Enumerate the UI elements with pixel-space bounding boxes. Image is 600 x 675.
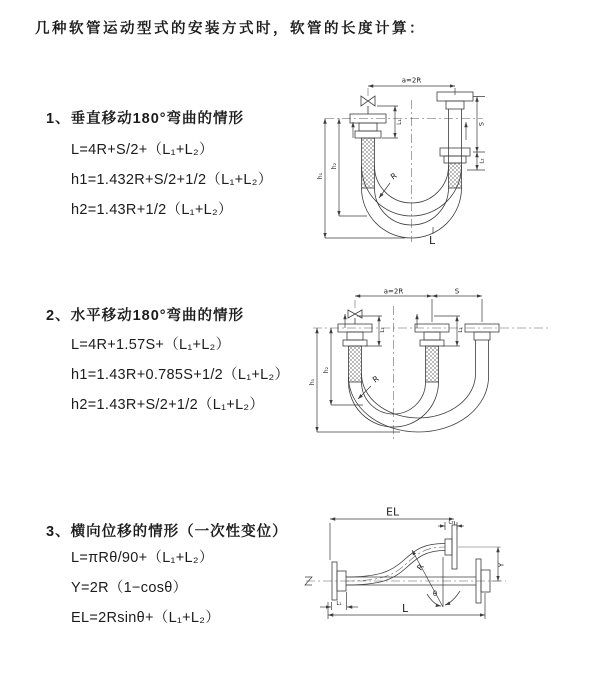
section-2-heading: 2、水平移动180°弯曲的情形 bbox=[46, 308, 245, 324]
middle-flange bbox=[415, 324, 449, 346]
diagram-vertical-180-bend bbox=[305, 70, 595, 255]
middle-hose-braid bbox=[426, 346, 439, 382]
dim-label-l2: L₂ bbox=[458, 327, 464, 333]
displaced-flange bbox=[445, 525, 457, 569]
dim-label-l: L bbox=[429, 234, 436, 247]
page-title: 几种软管运动型式的安装方式时，软管的长度计算： bbox=[35, 21, 426, 37]
diagram-lateral-displacement bbox=[300, 498, 600, 668]
section-3-formula-1: L=πRθ/90+（L₁+L₂） bbox=[71, 550, 214, 566]
dim-label-a2r: a=2R bbox=[383, 287, 404, 296]
dim-label-a2r: a=2R bbox=[401, 76, 422, 85]
displaced-hose-curve bbox=[346, 544, 445, 586]
angle-theta-construction bbox=[412, 550, 460, 607]
dim-label-s: S bbox=[454, 287, 460, 296]
dim-label-l2: L₂ bbox=[479, 158, 486, 164]
left-hose-braid bbox=[349, 346, 362, 382]
valve-icon bbox=[361, 96, 375, 114]
dim-label-theta: θ bbox=[432, 590, 438, 598]
right-pipe bbox=[449, 109, 462, 163]
right-hose-braid bbox=[449, 163, 462, 188]
dim-label-r: R bbox=[370, 374, 381, 385]
dimension-lines bbox=[320, 519, 498, 619]
section-1-heading: 1、垂直移动180°弯曲的情形 bbox=[46, 111, 245, 127]
left-flange bbox=[338, 324, 372, 346]
dim-label-l1: L₁ bbox=[336, 601, 342, 607]
section-3-formula-3: EL=2Rsinθ+（L₁+L₂） bbox=[71, 610, 221, 626]
hose-u-bend bbox=[349, 374, 489, 432]
dim-label-l: L bbox=[402, 602, 409, 615]
dim-label-h1: h₁ bbox=[309, 378, 316, 386]
dim-label-h2: h₂ bbox=[323, 366, 330, 374]
dim-label-el: EL bbox=[386, 505, 400, 519]
dim-label-h1: h₁ bbox=[317, 172, 324, 180]
dim-label-l1: L₁ bbox=[380, 327, 386, 333]
dimension-lines bbox=[317, 296, 482, 432]
section-1-formula-1: L=4R+S/2+（L₁+L₂） bbox=[71, 142, 214, 158]
section-3-formula-2: Y=2R（1−cosθ） bbox=[71, 580, 188, 596]
section-3-heading: 3、横向位移的情形（一次性变位） bbox=[46, 524, 288, 540]
section-1-formula-2: h1=1.432R+S/2+1/2（L₁+L₂） bbox=[71, 172, 273, 188]
dim-label-l1: L₁ bbox=[396, 119, 403, 125]
dim-label-y: Y bbox=[497, 562, 506, 568]
dim-label-r: R bbox=[415, 562, 426, 573]
left-flange bbox=[350, 114, 386, 138]
section-2-formula-3: h2=1.43R+S/2+1/2（L₁+L₂） bbox=[71, 397, 265, 413]
right-flange-lower bbox=[440, 148, 470, 163]
dim-label-h2: h₂ bbox=[331, 162, 338, 170]
dim-label-l2: L₂ bbox=[448, 519, 454, 526]
dim-label-s: S bbox=[477, 121, 486, 127]
valve-icon bbox=[348, 310, 362, 324]
section-1-formula-3: h2=1.43R+1/2（L₁+L₂） bbox=[71, 202, 233, 218]
dim-label-r: R bbox=[388, 171, 399, 182]
right-flange-moved bbox=[465, 324, 499, 377]
section-2-formula-1: L=4R+1.57S+（L₁+L₂） bbox=[71, 337, 231, 353]
section-2-formula-2: h1=1.43R+0.785S+1/2（L₁+L₂） bbox=[71, 367, 290, 383]
diagram-horizontal-180-bend bbox=[305, 282, 595, 462]
